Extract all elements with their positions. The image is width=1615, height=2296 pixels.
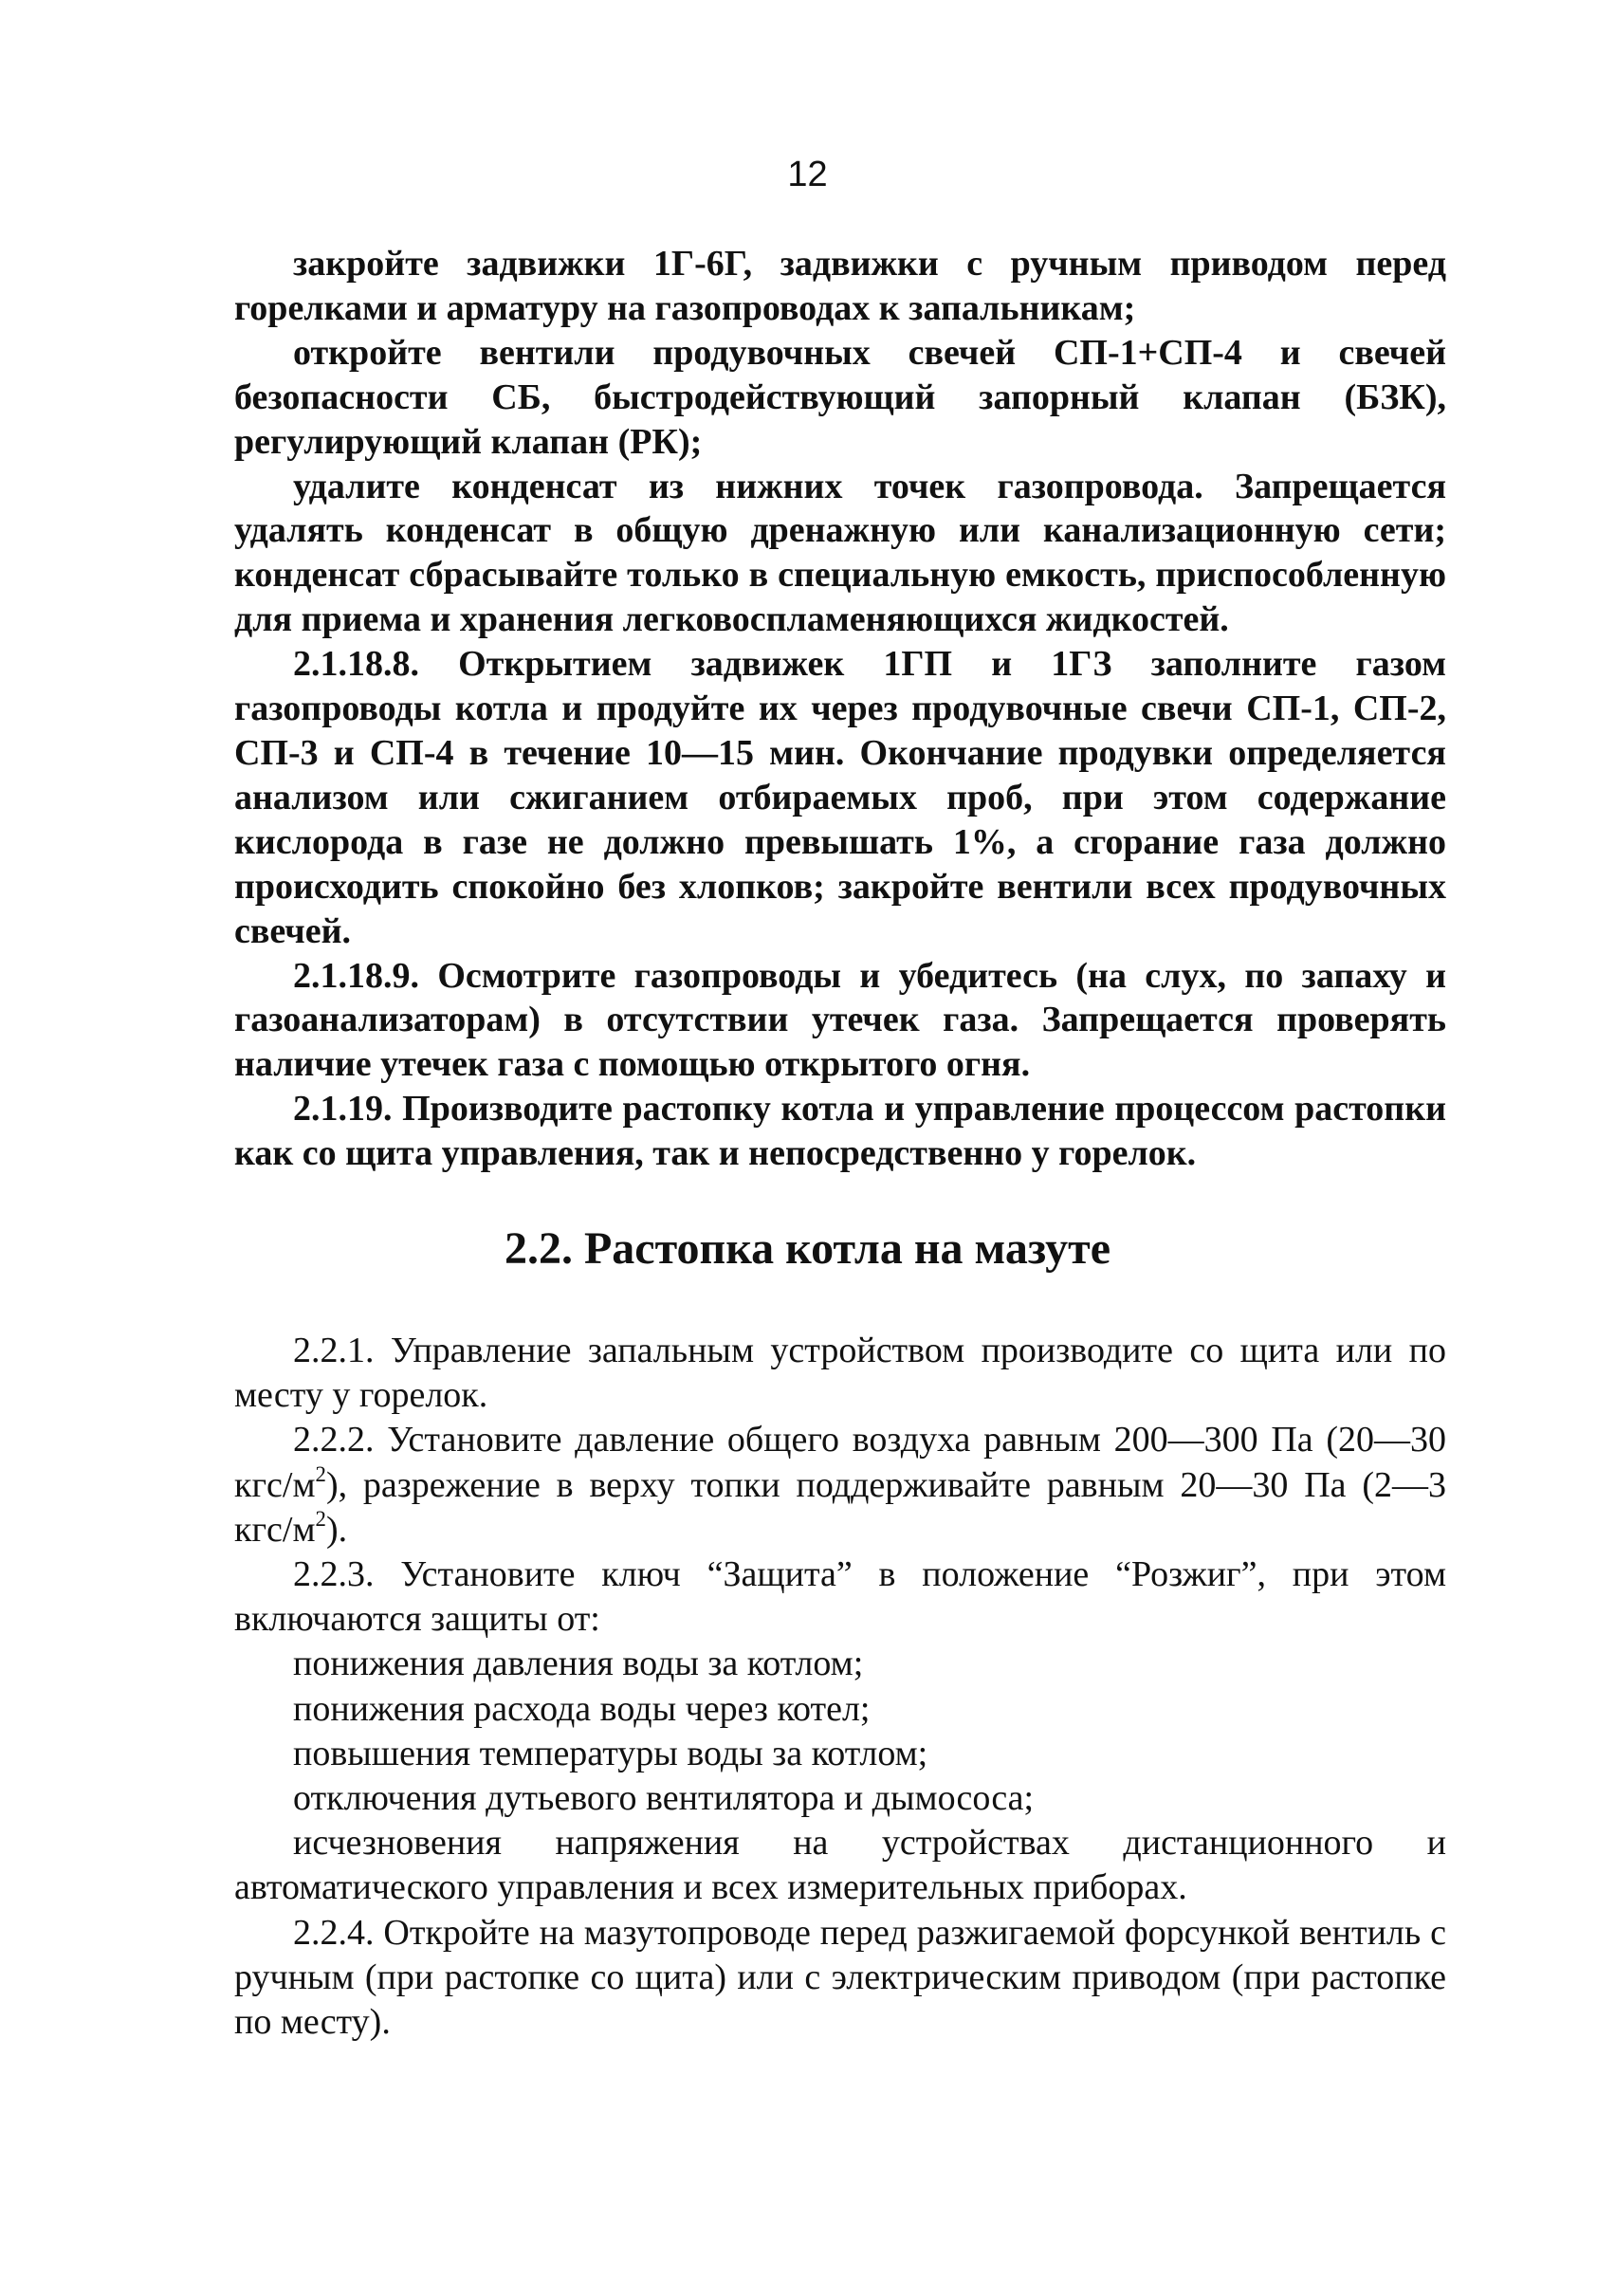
paragraph: 2.1.19. Производите растопку котла и управление процессом растопки как со щита управления, так и непосредственно у горелок.	[234, 1089, 1446, 1174]
paragraph: 2.1.18.8. Открытием задвижек 1ГП и 1ГЗ заполните газом газопроводы котла и продуйте их через продувочные свечи СП-1, СП-2, СП-3 и СП-4 в течение 10—15 мин. Окончание продувки определяется анализом или сжиганием отбираемых проб, при этом содержание кислорода в газе не должно превышать 1%, а сгорание газа должно происходить спокойно без хлопков; закройте вентили всех продувочных свечей.	[234, 644, 1446, 951]
paragraph: закройте задвижки 1Г-6Г, задвижки с ручным приводом перед горелками и арматуру на газопроводах к запальникам;	[234, 244, 1446, 328]
text-block-gas-startup	[234, 242, 1446, 1176]
text-block-fuel-oil-startup	[234, 1329, 1446, 2045]
paragraph: 2.2.1. Управление запальным устройством производите со щита или по месту у горелок.	[234, 1331, 1446, 1416]
list-item: отключения дутьевого вентилятора и дымососа;	[293, 1778, 1035, 1819]
superscript: 2	[315, 1506, 326, 1531]
superscript: 2	[315, 1461, 326, 1486]
list-item: повышения температуры воды за котлом;	[293, 1733, 928, 1773]
paragraph: 2.2.4. Откройте на мазутопроводе перед разжигаемой форсункой вентиль с ручным (при растопке со щита) или с электрическим приводом (при растопке по месту).	[234, 1912, 1446, 2043]
paragraph	[234, 1418, 1446, 1552]
list-item: исчезновения напряжения на устройствах дистанционного и автоматического управления и всех измерительных приборах.	[234, 1823, 1446, 1908]
list-item: понижения расхода воды через котел;	[293, 1688, 871, 1729]
paragraph: откройте вентили продувочных свечей СП-1+СП-4 и свечей безопасности СБ, быстродействующий запорный клапан (БЗК), регулирующий клапан (РК);	[234, 332, 1446, 462]
paragraph: 2.2.3. Установите ключ “Защита” в положение “Розжиг”, при этом включаются защиты от:	[234, 1554, 1446, 1640]
section-heading: 2.2. Растопка котла на мазуте	[504, 1223, 1111, 1274]
paragraph-text: ).	[325, 1509, 348, 1550]
page-number: 12	[787, 155, 828, 194]
paragraph-text: 2.2.2. Установите давление общего воздуха равным 200—300 Па (20—30 кгс/м	[234, 1420, 1446, 1505]
paragraph-text: ), разрежение в верху топки поддерживайте равным 20—30 Па (2—3 кгс/м	[234, 1464, 1446, 1550]
list-item: понижения давления воды за котлом;	[293, 1644, 864, 1684]
paragraph: удалите конденсат из нижних точек газопровода. Запрещается удалять конденсат в общую дренажную или канализационную сети; конденсат сбрасывайте только в специальную емкость, приспособленную для приема и хранения легковоспламеняющихся жидкостей.	[234, 466, 1446, 640]
paragraph: 2.1.18.9. Осмотрите газопроводы и убедитесь (на слух, по запаху и газоанализаторам) в отсутствии утечек газа. Запрещается проверять наличие утечек газа с помощью открытого огня.	[234, 955, 1446, 1085]
